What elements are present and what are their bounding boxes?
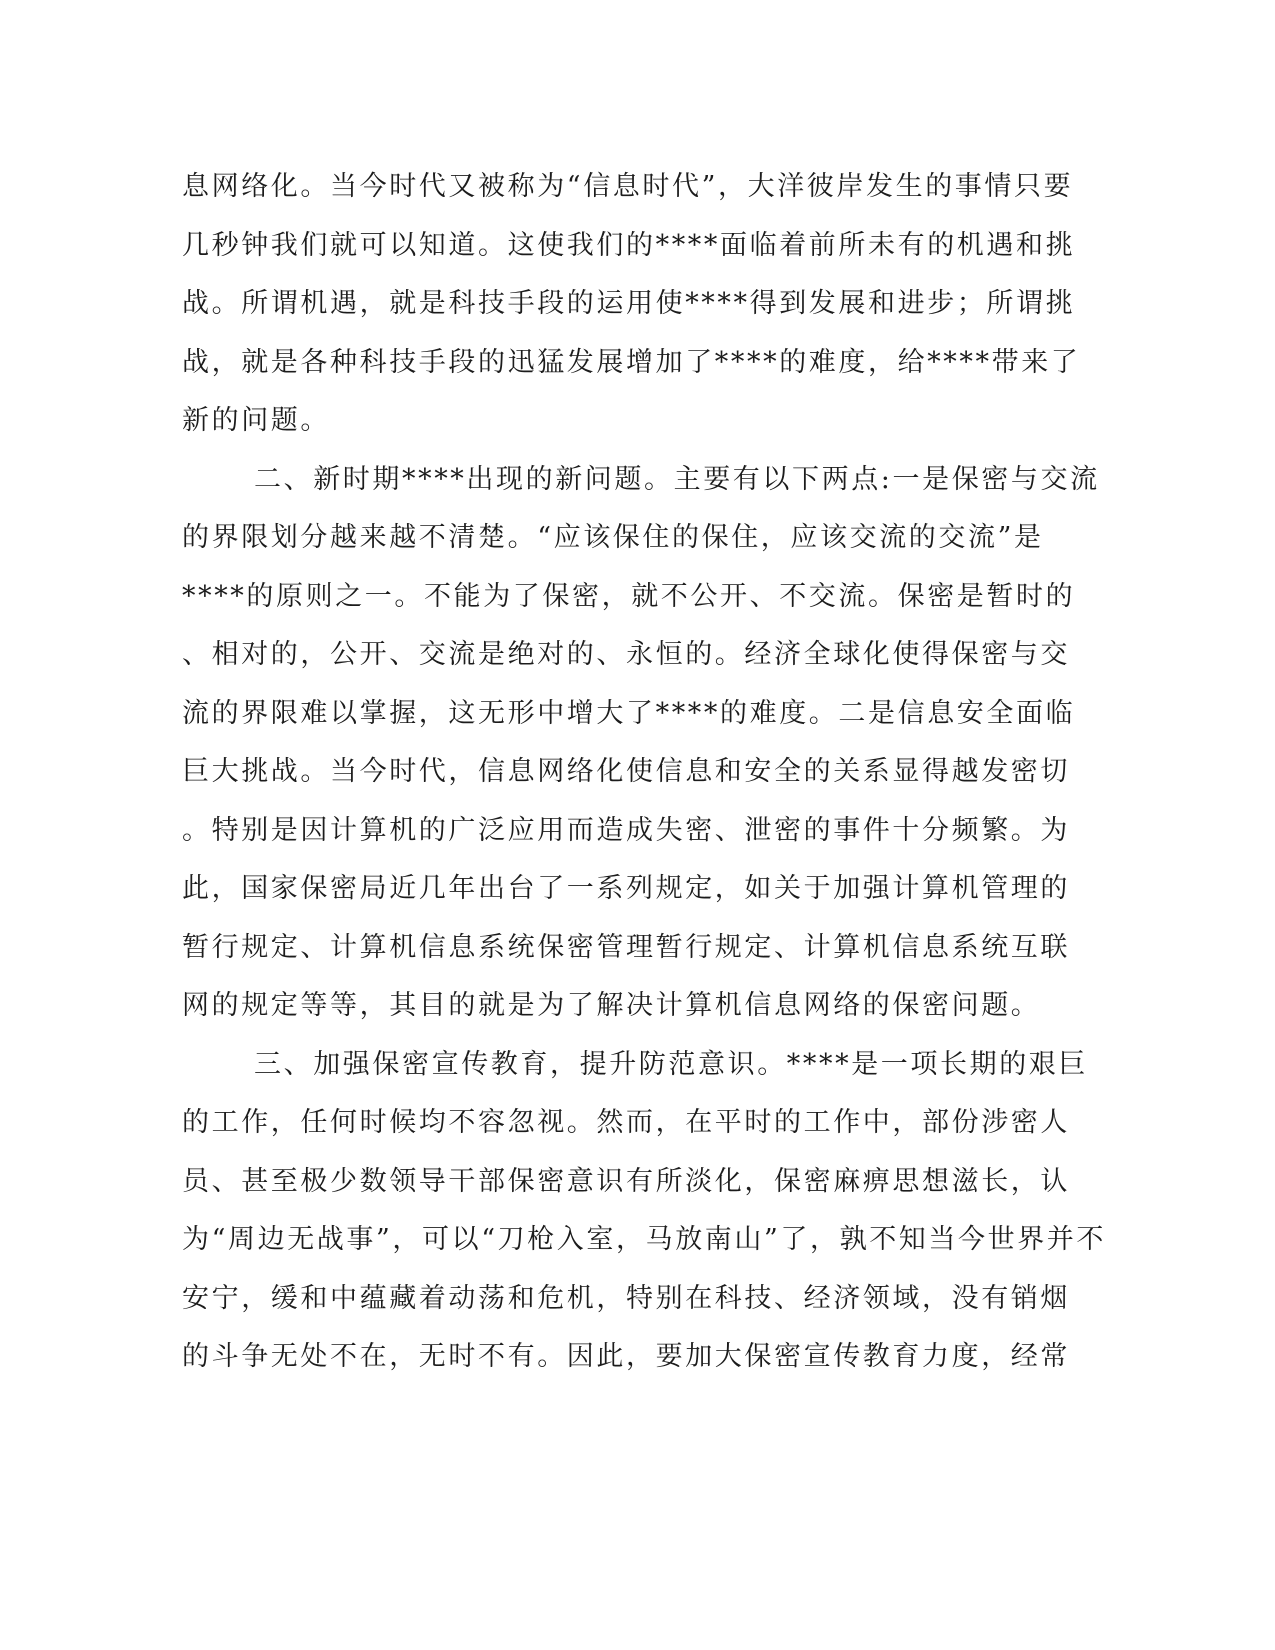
text-line: 几秒钟我们就可以知道。这使我们的****面临着前所未有的机遇和挑 [182,229,1076,261]
paragraph-first-line: 二、新时期****出现的新问题。主要有以下两点:一是保密与交流 [254,463,1100,495]
text-line: 息网络化。当今时代又被称为“信息时代”，大洋彼岸发生的事情只要 [182,171,1074,202]
text-line: 巨大挑战。当今时代，信息网络化使信息和安全的关系显得越发密切 [182,756,1070,787]
text-line: 、相对的，公开、交流是绝对的、永恒的。经济全球化使得保密与交 [182,639,1070,670]
text-line: 战。所谓机遇，就是科技手段的运用使****得到发展和进步；所谓挑 [182,288,1076,319]
text-line: ****的原则之一。不能为了保密，就不公开、不交流。保密是暂时的 [182,580,1076,612]
paragraph-first-line: 三、加强保密宣传教育，提升防范意识。****是一项长期的艰巨 [254,1048,1088,1080]
body-text [182,158,1107,1387]
text-line: 暂行规定、计算机信息系统保密管理暂行规定、计算机信息系统互联 [182,931,1070,963]
text-line: 员、甚至极少数领导干部保密意识有所淡化，保密麻痹思想滋长，认 [182,1165,1070,1197]
text-line: 安宁，缓和中蕴藏着动荡和危机，特别在科技、经济领域，没有销烟 [182,1282,1070,1314]
text-line: 。特别是因计算机的广泛应用而造成失密、泄密的事件十分频繁。为 [182,814,1070,846]
text-line: 流的界限难以掌握，这无形中增大了****的难度。二是信息安全面临 [182,697,1076,729]
text-line: 战，就是各种科技手段的迅猛发展增加了****的难度，给****带来了 [182,346,1081,378]
text-line: 的工作，任何时候均不容忽视。然而，在平时的工作中，部份涉密人 [182,1107,1070,1138]
text-line: 网的规定等等，其目的就是为了解决计算机信息网络的保密问题。 [182,990,1041,1021]
text-line: 此，国家保密局近几年出台了一系列规定，如关于加强计算机管理的 [182,873,1070,904]
text-line: 的界限划分越来越不清楚。“应该保住的保住，应该交流的交流”是 [182,522,1044,553]
text-line: 的斗争无处不在，无时不有。因此，要加大保密宣传教育力度，经常 [182,1341,1070,1372]
text-line: 新的问题。 [182,405,330,436]
text-line: 为“周边无战事”，可以“刀枪入室，马放南山”了，孰不知当今世界并不 [182,1224,1107,1255]
